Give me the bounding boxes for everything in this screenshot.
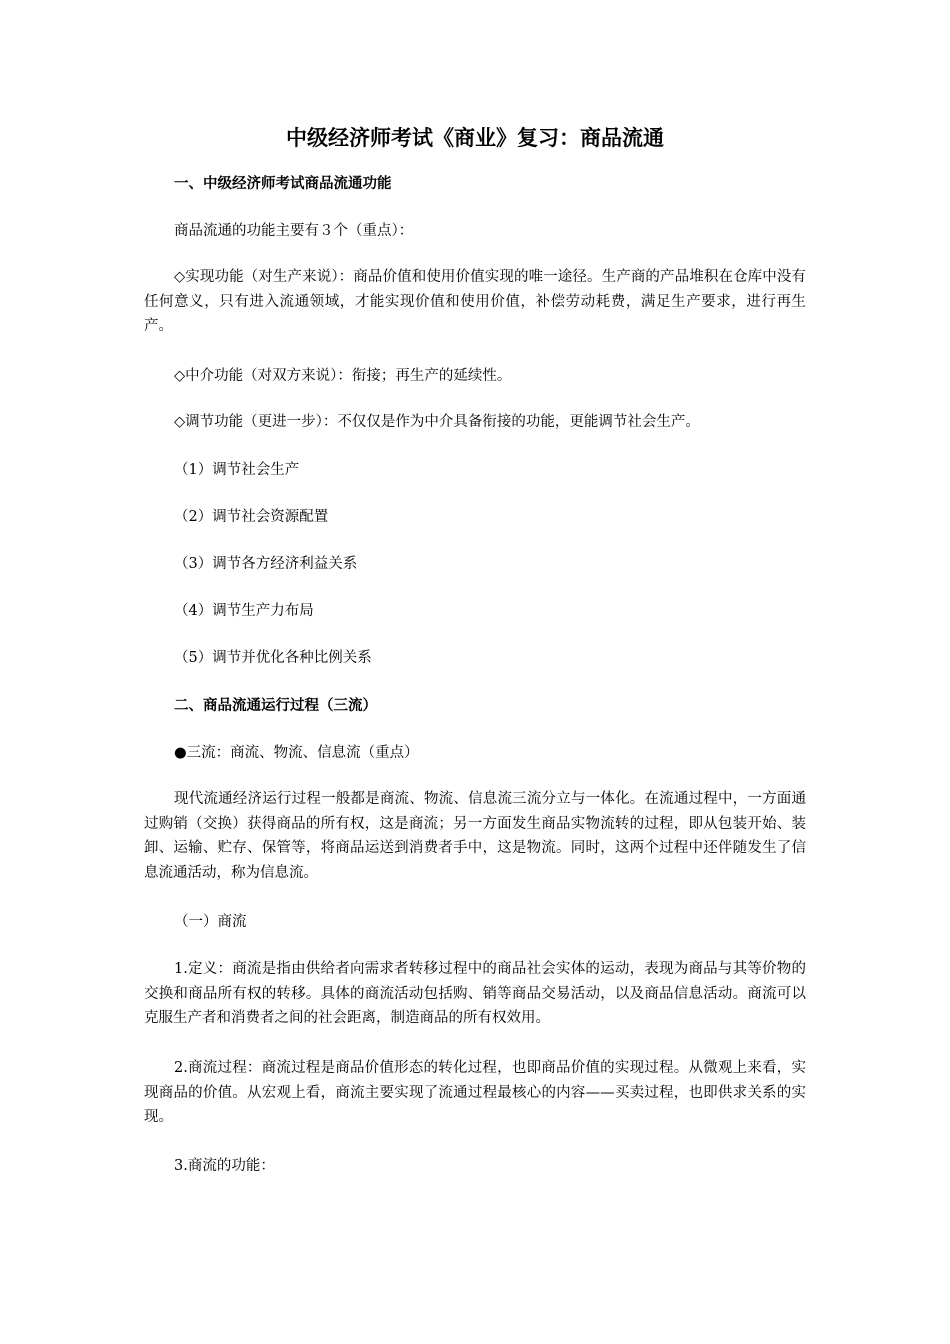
- intro-paragraph: 商品流通的功能主要有３个（重点）：: [174, 223, 414, 239]
- section-2-heading: 二、商品流通运行过程（三流）: [174, 698, 377, 714]
- three-flows-paragraph: 现代流通经济运行过程一般都是商流、物流、信息流三流分立与一体化。在流通过程中，一方面通过购销（交换）获得商品的所有权，这是商流；另一方面发生商品实物流转的过程，即从包装开始、装卸、运输、贮存、保管等，将商品运送到消费者手中，这是物流。同时，这两个过程中还伴随发生了信息流通活动，称为信息流。: [144, 791, 806, 881]
- realize-function-paragraph: ◇实现功能（对生产来说）：商品价值和使用价值实现的唯一途径。生产商的产品堆积在仓库中没有任何意义，只有进入流通领域，才能实现价值和使用价值，补偿劳动耗费，满足生产要求，进行再生产。: [144, 269, 806, 334]
- definition-paragraph: 1.定义：商流是指由供给者向需求者转移过程中的商品社会实体的运动，表现为商品与其等价物的交换和商品所有权的转移。具体的商流活动包括购、销等商品交易活动，以及商品信息活动。商流可以克服生产者和消费者之间的社会距离，制造商品的所有权效用。: [144, 961, 806, 1026]
- process-paragraph: 2.商流过程：商流过程是商品价值形态的转化过程，也即商品价值的实现过程。从微观上来看，实现商品的价值。从宏观上看，商流主要实现了流通过程最核心的内容——买卖过程，也即供求关系的实现。: [144, 1060, 806, 1125]
- regulate-item: （1）调节社会生产: [174, 462, 300, 478]
- section-1-heading: 一、中级经济师考试商品流通功能: [174, 176, 392, 192]
- regulate-item: （3）调节各方经济利益关系: [174, 556, 358, 572]
- regulate-item: （5）调节并优化各种比例关系: [174, 650, 372, 666]
- regulate-item: （2）调节社会资源配置: [174, 509, 329, 525]
- subsection-1-heading: （一）商流: [174, 914, 247, 930]
- regulate-function-paragraph: ◇调节功能（更进一步）：不仅仅是作为中介具备衔接的功能，更能调节社会生产。: [174, 414, 700, 430]
- functions-heading: 3.商流的功能：: [174, 1158, 275, 1174]
- page-title: 中级经济师考试《商业》复习：商品流通: [286, 126, 664, 150]
- regulate-item: （4）调节生产力布局: [174, 603, 314, 619]
- three-flows-bullet: ●三流：商流、物流、信息流（重点）: [174, 745, 419, 761]
- intermediary-function-paragraph: ◇中介功能（对双方来说）：衔接；再生产的延续性。: [174, 368, 512, 384]
